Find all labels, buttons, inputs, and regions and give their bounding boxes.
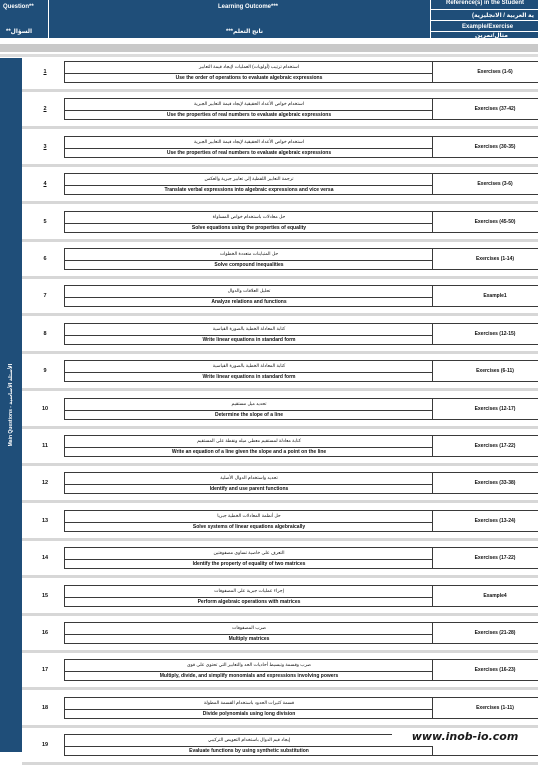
row-separator	[22, 538, 538, 541]
outcome-english: Evaluate functions by using synthetic substitution	[189, 748, 309, 755]
row-separator	[22, 351, 538, 354]
header-spacer	[0, 54, 538, 57]
learning-outcome-cell	[64, 136, 434, 158]
outcome-english: Determine the slope of a line	[214, 411, 284, 418]
outcome-divider	[65, 634, 433, 635]
reference-cell: Exercises (21-28)	[432, 622, 538, 644]
row-separator	[22, 500, 538, 503]
table-row	[22, 544, 538, 581]
outcome-arabic: كتابة معادلة لمستقيم معطى ميله ونقطة على المستقيم	[197, 438, 301, 443]
learning-outcome-cell	[64, 585, 434, 607]
outcome-english: Identify the property of equality of two matrices	[192, 561, 306, 568]
outcome-arabic: تحليل العلاقات والدوال	[227, 288, 271, 294]
row-separator	[22, 613, 538, 616]
outcome-english: Solve compound inequalities	[214, 262, 284, 268]
outcome-arabic: استخدام خواص الأعداد الحقيقية لإيجاد قيمة التعابير الجبرية	[193, 101, 305, 107]
outcome-arabic: تحديد ميل مستقيم	[231, 400, 267, 406]
outcome-divider	[65, 372, 433, 373]
reference-cell: Example1	[432, 285, 538, 307]
outcome-english: Multiply matrices	[228, 636, 270, 642]
learning-outcome-cell	[64, 248, 434, 270]
table-row	[22, 133, 538, 170]
outcome-english: Use the properties of real numbers to evaluate algebraic expressions	[166, 112, 332, 119]
question-number: 19	[41, 742, 49, 749]
table-row	[22, 282, 538, 319]
header-example-en: Example/Exercise	[462, 24, 514, 30]
outcome-english: Write linear equations in standard form	[202, 336, 296, 343]
question-number: 15	[41, 592, 49, 599]
row-separator	[22, 89, 538, 92]
learning-outcome-cell	[64, 472, 434, 494]
row-separator	[22, 687, 538, 690]
table-row	[22, 469, 538, 506]
learning-outcome-cell	[64, 697, 434, 719]
reference-cell: Exercises (37-42)	[432, 98, 538, 120]
question-number: 4	[43, 181, 47, 188]
table-row	[22, 656, 538, 693]
outcome-arabic: التعرف على خاصية تساوي مصفوفتين	[213, 550, 285, 556]
learning-outcome-cell	[64, 622, 434, 644]
header-divider	[430, 9, 538, 10]
header-reference-ar: ية العربية / الانجليزية)	[472, 13, 534, 19]
header-reference-en: Reference(s) in the Student	[446, 0, 525, 6]
table-row	[22, 507, 538, 544]
header-example-ar: مثال/تمرين	[475, 33, 508, 39]
outcome-english: Write linear equations in standard form	[202, 374, 296, 381]
reference-cell: Exercises (13-24)	[432, 510, 538, 532]
row-separator	[22, 276, 538, 279]
row-separator	[22, 126, 538, 129]
outcome-divider	[65, 597, 433, 598]
learning-outcome-cell	[64, 173, 434, 195]
table-row	[22, 432, 538, 469]
outcome-arabic: ضرب وقسمة وتبسيط أحاديات الحد والتعابير التي تحتوي على قوى	[186, 662, 312, 668]
reference-cell: Exercises (6-11)	[432, 360, 538, 382]
reference-cell: Exercises (3-6)	[432, 173, 538, 195]
header-divider	[430, 31, 538, 32]
outcome-arabic: ضرب المصفوفات	[232, 625, 266, 630]
row-separator	[22, 650, 538, 653]
question-number: 16	[41, 630, 49, 636]
sidebar-label: Main Questions - الأسئلة الأساسية	[8, 363, 14, 447]
outcome-english: Use the order of operations to evaluate algebraic expressions	[175, 75, 323, 81]
row-separator	[22, 164, 538, 167]
question-number: 13	[41, 517, 49, 524]
outcome-english: Solve systems of linear equations algebraically	[192, 523, 306, 530]
outcome-arabic: تحديد واستخدام الدوال الأصلية	[220, 475, 278, 481]
outcome-english: Solve equations using the properties of equality	[191, 224, 307, 231]
watermark: www.inob-io.com	[392, 728, 538, 746]
outcome-arabic: حل معادلات باستخدام خواص المساواة	[212, 213, 286, 219]
row-separator	[22, 762, 538, 765]
outcome-arabic: كتابة المعادلة الخطية بالصورة القياسية	[212, 363, 286, 369]
table-row	[22, 208, 538, 245]
table-row	[22, 245, 538, 282]
outcome-divider	[65, 73, 433, 74]
outcome-divider	[65, 297, 433, 298]
header-question-en: Question**	[3, 4, 34, 10]
table-row	[22, 582, 538, 619]
reference-cell: Exercises (33-38)	[432, 472, 538, 494]
outcome-english: Perform algebraic operations with matrices	[197, 598, 301, 605]
outcome-divider	[65, 671, 433, 672]
outcome-arabic: قسمة كثيرات الحدود باستخدام القسمة المطولة	[203, 699, 295, 705]
question-number: 10	[41, 405, 49, 412]
reference-cell: Exercises (17-22)	[432, 547, 538, 569]
question-number: 11	[42, 443, 48, 449]
outcome-divider	[65, 709, 433, 710]
reference-cell: Exercises (1-11)	[432, 697, 538, 719]
reference-cell: Exercises (16-23)	[432, 659, 538, 681]
header-outcome-en: Learning Outcome***	[218, 4, 279, 10]
learning-outcome-cell	[64, 435, 434, 457]
outcome-english: Multiply, divide, and simplify monomials and expressions involving powers	[159, 673, 339, 680]
header-outcome-ar: ناتج التعلم***	[226, 29, 264, 35]
table-row	[22, 395, 538, 432]
row-separator	[22, 313, 538, 316]
outcome-arabic: كتابة المعادلة الخطية بالصورة القياسية	[212, 325, 286, 331]
header-divider	[48, 0, 49, 38]
reference-cell: Exercises (12-15)	[432, 323, 538, 345]
table-header	[0, 0, 538, 38]
row-separator	[22, 575, 538, 578]
outcome-arabic: إيجاد قيم الدوال باستخدام التعويض التركيبي	[207, 737, 291, 743]
outcome-english: Use the properties of real numbers to evaluate algebraic expressions	[166, 149, 332, 156]
outcome-divider	[65, 410, 433, 411]
outcome-divider	[65, 148, 433, 149]
learning-outcome-cell	[64, 734, 434, 756]
table-row	[22, 619, 538, 656]
outcome-arabic: استخدام خواص الأعداد الحقيقية لإيجاد قيمة التعابير الجبرية	[193, 138, 305, 144]
outcome-english: Write an equation of a line given the slope and a point on the line	[171, 449, 327, 455]
outcome-english: Translate verbal expressions into algebraic expressions and vice versa	[164, 187, 334, 194]
learning-outcome-cell	[64, 285, 434, 307]
question-number: 14	[41, 555, 49, 562]
row-separator	[22, 201, 538, 204]
outcome-divider	[65, 223, 433, 224]
outcome-arabic: إجراء عمليات جبرية على المصفوفات	[214, 587, 284, 593]
question-number: 6	[43, 256, 47, 262]
outcome-english: Analyze relations and functions	[211, 299, 287, 306]
table-row	[22, 320, 538, 357]
learning-outcome-cell	[64, 61, 434, 83]
learning-outcome-cell	[64, 211, 434, 233]
learning-outcome-cell	[64, 323, 434, 345]
row-separator	[22, 388, 538, 391]
reference-cell: Exercises (17-22)	[432, 435, 538, 457]
question-number: 12	[41, 480, 49, 487]
learning-outcome-cell	[64, 360, 434, 382]
outcome-divider	[65, 484, 433, 485]
outcome-divider	[65, 185, 433, 186]
question-number: 3	[43, 143, 47, 150]
outcome-english: Divide polynomials using long division	[202, 710, 296, 717]
reference-cell: Exercises (12-17)	[432, 398, 538, 420]
reference-cell: Exercises (30-35)	[432, 136, 538, 158]
question-number: 2	[43, 106, 47, 113]
learning-outcome-cell	[64, 398, 434, 420]
question-number: 17	[41, 667, 49, 674]
table-row	[22, 694, 538, 731]
row-separator	[22, 239, 538, 242]
reference-cell: Exercises (45-50)	[432, 211, 538, 233]
outcome-divider	[65, 522, 433, 523]
row-separator	[22, 463, 538, 466]
header-question-ar: السؤال**	[6, 29, 33, 35]
table-row	[22, 170, 538, 207]
table-row	[22, 357, 538, 394]
question-number: 7	[43, 293, 47, 300]
learning-outcome-cell	[64, 510, 434, 532]
learning-outcome-cell	[64, 547, 434, 569]
question-number: 9	[43, 368, 47, 375]
main-questions-sidebar	[0, 58, 22, 752]
table-row	[22, 58, 538, 95]
header-divider	[430, 0, 431, 38]
reference-cell: Exercises (1-14)	[432, 248, 538, 270]
outcome-divider	[65, 335, 433, 336]
outcome-english: Identify and use parent functions	[209, 486, 289, 493]
outcome-divider	[65, 260, 433, 261]
outcome-divider	[65, 447, 433, 448]
header-spacer	[0, 44, 538, 52]
outcome-divider	[65, 746, 433, 747]
outcome-arabic: حل المتباينات متعددة الخطوات	[219, 251, 279, 256]
reference-cell: Exercises (1-6)	[432, 61, 538, 83]
learning-outcome-cell	[64, 98, 434, 120]
reference-cell: Example4	[432, 585, 538, 607]
question-number: 5	[43, 218, 47, 225]
question-number: 8	[43, 330, 47, 337]
row-separator	[22, 426, 538, 429]
outcome-arabic: حل أنظمة المعادلات الخطية جبريا	[217, 512, 281, 518]
outcome-divider	[65, 110, 433, 111]
learning-outcome-cell	[64, 659, 434, 681]
question-number: 1	[43, 69, 47, 75]
question-number: 18	[41, 704, 49, 711]
table-row	[22, 95, 538, 132]
outcome-arabic: استخدام ترتيب (أولويات) العمليات لإيجاد قيمة التعابير	[198, 64, 300, 69]
header-divider	[430, 20, 538, 21]
outcome-divider	[65, 559, 433, 560]
outcome-arabic: ترجمة التعابير اللفظية إلى تعابير جبرية والعكس	[204, 176, 294, 182]
